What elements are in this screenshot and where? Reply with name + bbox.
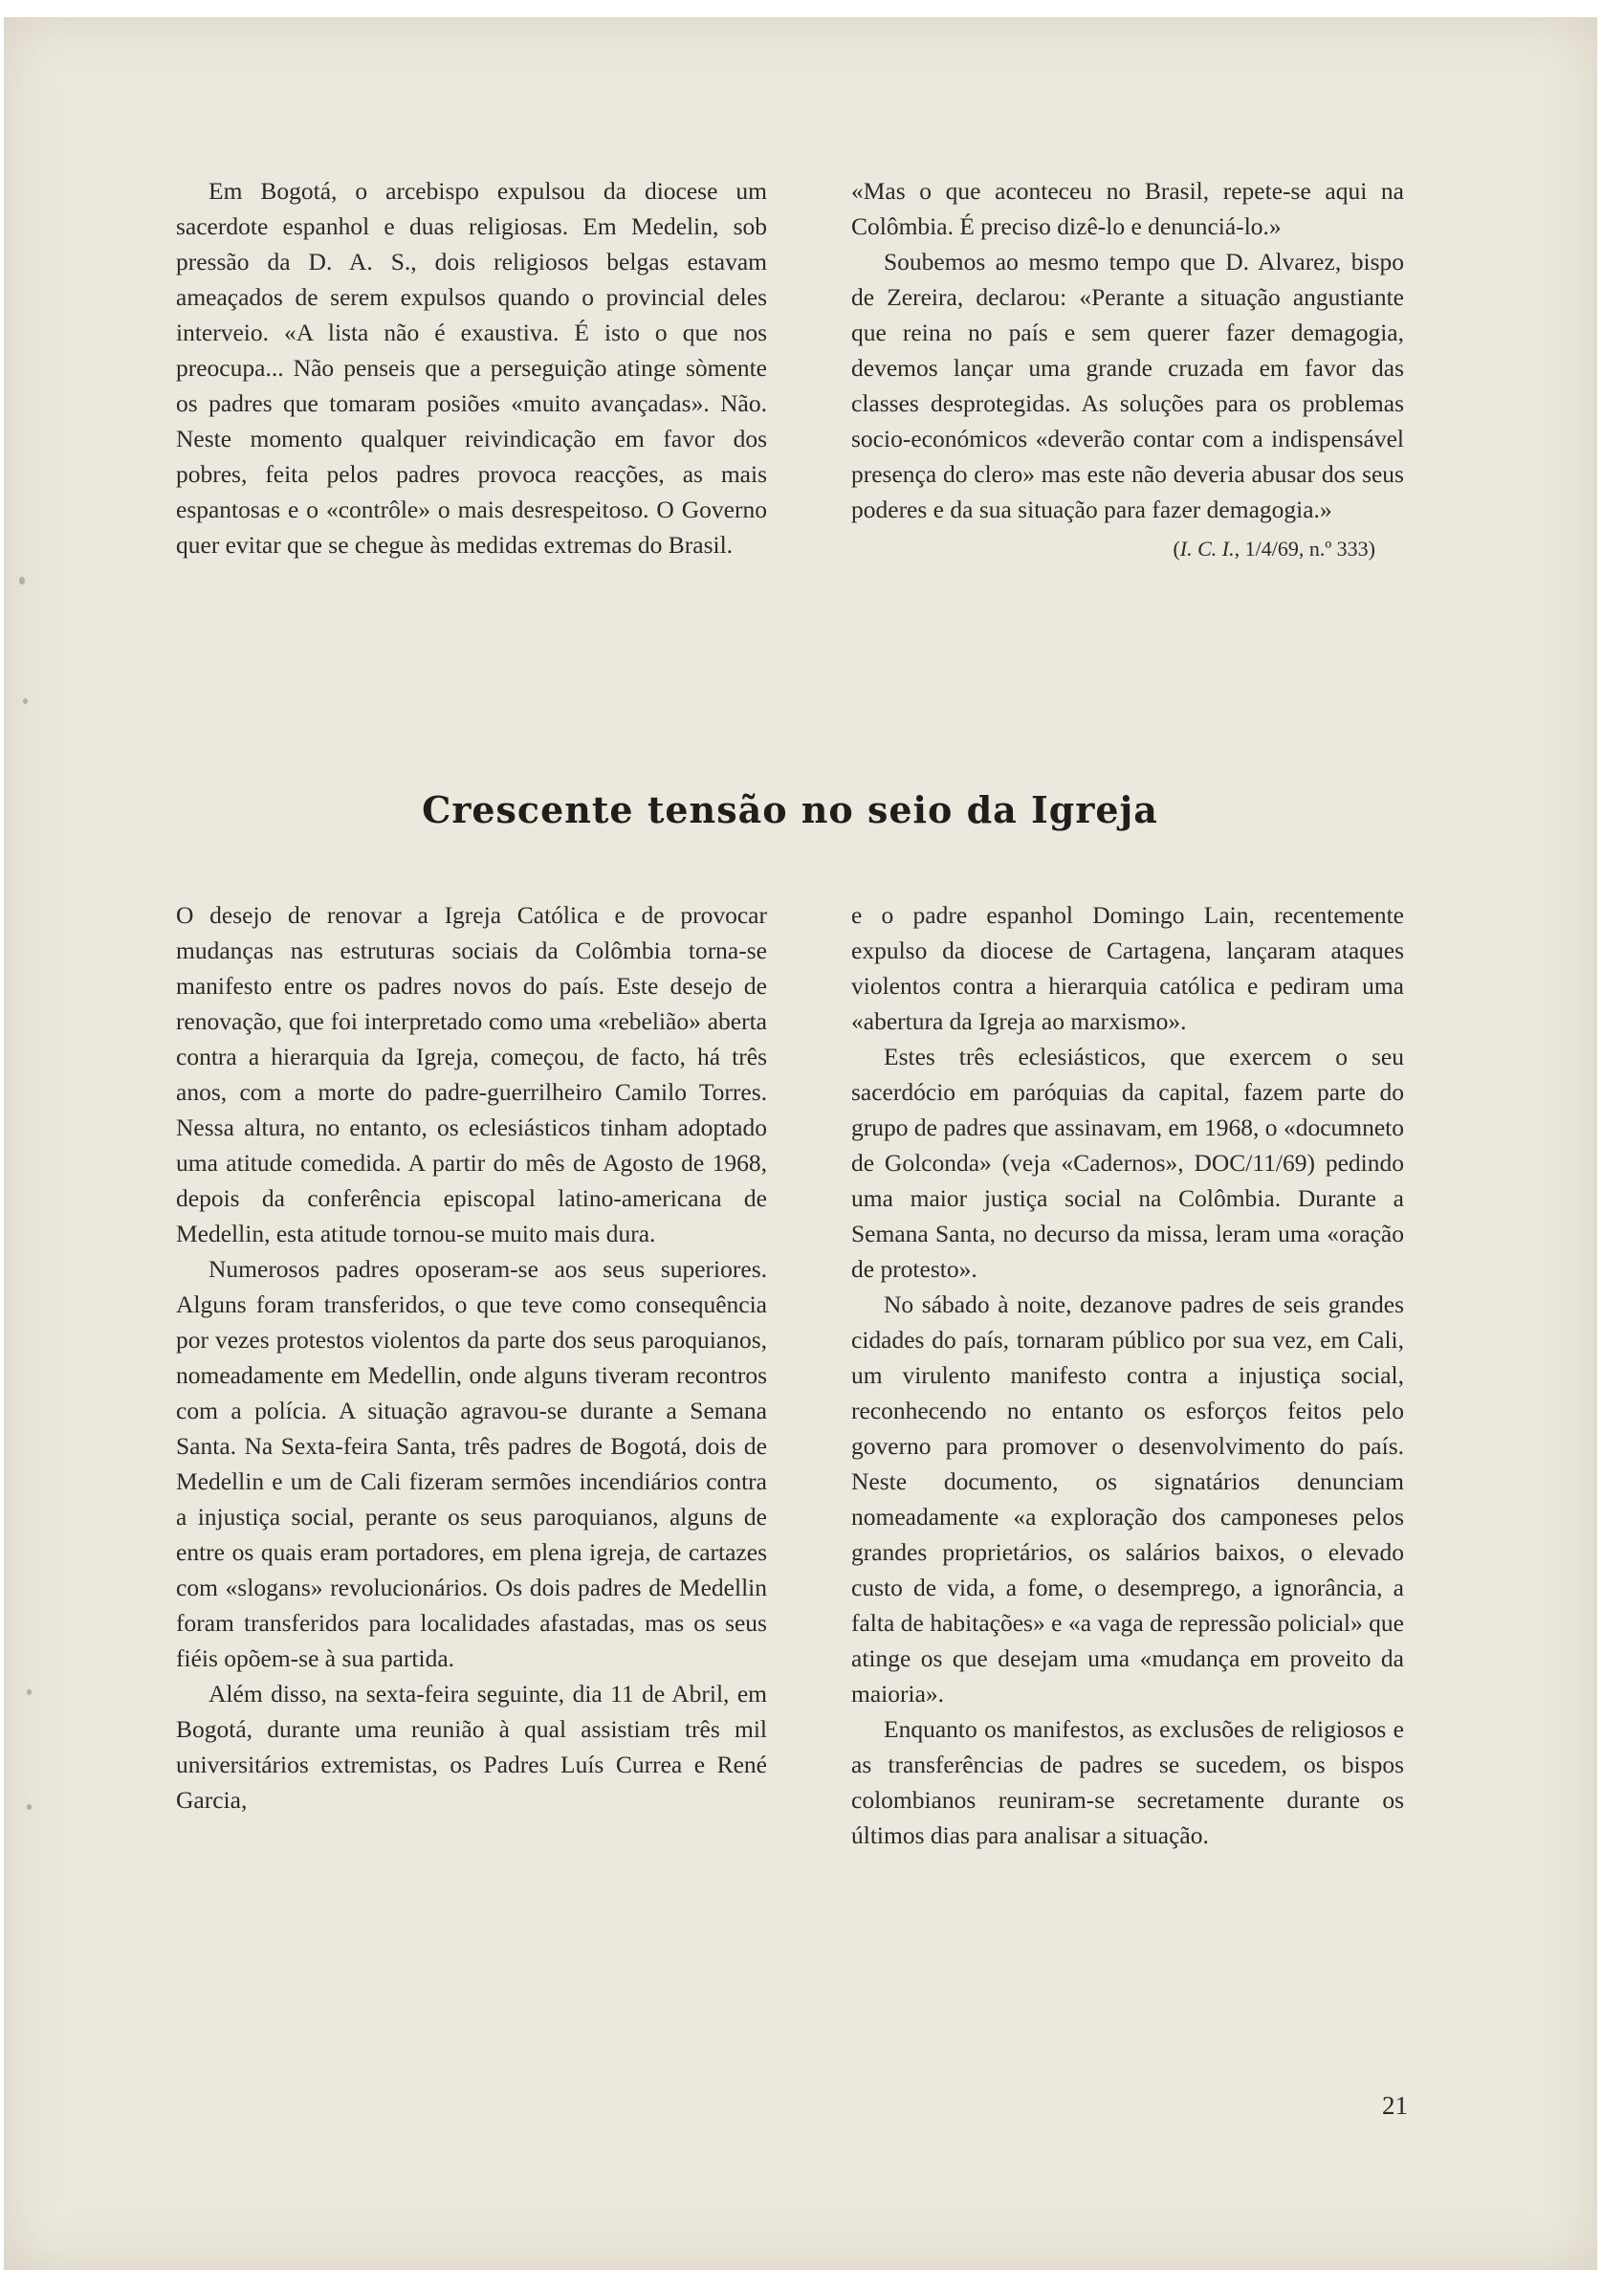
top-left-paragraph-1: Em Bogotá, o arcebispo expulsou da diocese um sacerdote espanhol e duas religiosas. Em Medelin, sob pressão da D. A. S., dois religiosos belgas estavam ameaçados de serem expulsos quando o provincial deles interveio. «A lista não é exaustiva. É isto o que nos preocupa... Não penseis que a perseguição atinge sòmente os padres que tomaram posiões «muito avançadas». Não. Neste momento qualquer reivindicação em favor dos pobres, feita pelos padres provoca reacções, as mais espantosas e o «contrôle» o mais desrespeitoso. O Governo quer evitar que se chegue às medidas extremas do Brasil. [176,177,767,559]
citation-details: , 1/4/69, n.º 333) [1234,537,1375,561]
bottom-left-paragraph-1: O desejo de renovar a Igreja Católica e de provocar mudanças nas estruturas sociais da Colômbia torna-se manifesto entre os padres novos do país. Este desejo de renovação, que foi interpretado como uma «rebelião» aberta contra a hierarquia da Igreja, começou, de facto, há três anos, com a morte do padre-guerrilheiro Camilo Torres. Nessa altura, no entanto, os eclesiásticos tinham adoptado uma atitude comedida. A partir do mês de Agosto de 1968, depois da conferência episcopal latino-americana de Medellin, esta atitude tornou-se muito mais dura. [176,901,767,1247]
bottom-right-paragraph-4: Enquanto os manifestos, as exclusões de religiosos e as transferências de padres se sucedem, os bispos colombianos reuniram-se secretamente durante os últimos dias para analisar a situação. [851,1715,1404,1849]
citation: (I. C. I., 1/4/69, n.º 333) [1173,537,1375,561]
top-left-column [176,173,767,562]
bottom-left-paragraph-3: Além disso, na sexta-feira seguinte, dia 11 de Abril, em Bogotá, durante uma reunião à qual assistiam três mil universitários extremistas, os Padres Luís Currea e René Garcia, [176,1680,767,1814]
bottom-left-paragraph-2: Numerosos padres oposeram-se aos seus superiores. Alguns foram transferidos, o que teve como consequência por vezes protestos violentos da parte dos seus paroquianos, nomeadamente em Medellin, onde alguns tiveram recontros com a polícia. A situação agravou-se durante a Semana Santa. Na Sexta-feira Santa, três padres de Bogotá, dois de Medellin e um de Cali fizeram sermões incendiários contra a injustiça social, perante os seus paroquianos, alguns de entre os quais eram portadores, em plena igreja, de cartazes com «slogans» revolucionários. Os dois padres de Medellin foram transferidos para localidades afastadas, mas os seus fiéis opõem-se à sua partida. [176,1255,767,1672]
bottom-right-paragraph-1: e o padre espanhol Domingo Lain, recentemente expulso da diocese de Cartagena, lançaram ataques violentos contra a hierarquia católica e pediram uma «abertura da Igreja ao marxismo». [851,901,1404,1035]
bottom-right-paragraph-2: Estes três eclesiásticos, que exercem o seu sacerdócio em paróquias da capital, fazem parte do grupo de padres que assinavam, em 1968, o «documneto de Golconda» (veja «Cadernos», DOC/11/69) pedindo uma maior justiça social na Colômbia. Durante a Semana Santa, no decurso da missa, leram uma «oração de protesto». [851,1043,1404,1283]
top-right-paragraph-2: Soubemos ao mesmo tempo que D. Alvarez, bispo de Zereira, declarou: «Perante a situação angustiante que reina no país e sem querer fazer demagogia, devemos lançar uma grande cruzada em favor das classes desprotegidas. As soluções para os problemas socio-económicos «deverão contar com a indispensável presença do clero» mas este não deveria abusar dos seus poderes e da sua situação para fazer demagogia.» [851,248,1404,523]
magazine-page [4,17,1597,2270]
bottom-left-column [176,897,767,1818]
citation-source: I. C. I. [1179,537,1235,561]
page-number: 21 [1382,2091,1408,2120]
binding-hole-mark [19,577,25,584]
binding-hole-mark [23,698,28,704]
top-right-paragraph-1: «Mas o que aconteceu no Brasil, repete-se aqui na Colômbia. É preciso dizê-lo e denunciá-lo.» [851,177,1404,240]
article-headline: Crescente tensão no seio da Igreja [422,788,1158,831]
binding-hole-mark [27,1689,32,1695]
bottom-right-paragraph-3: No sábado à noite, dezanove padres de seis grandes cidades do país, tornaram público por sua vez, em Cali, um virulento manifesto contra a injustiça social, reconhecendo no entanto os esforços feitos pelo governo para promover o desenvolvimento do país. Neste documento, os signatários denunciam nomeadamente «a exploração dos camponeses pelos grandes proprietários, os salários baixos, o elevado custo de vida, a fome, o desemprego, a ignorância, a falta de habitações» e «a vaga de repressão policial» que atinge os que desejam uma «mudança em proveito da maioria». [851,1290,1404,1708]
top-right-column [851,173,1404,566]
bottom-right-column [851,897,1404,1853]
binding-hole-mark [27,1804,32,1810]
